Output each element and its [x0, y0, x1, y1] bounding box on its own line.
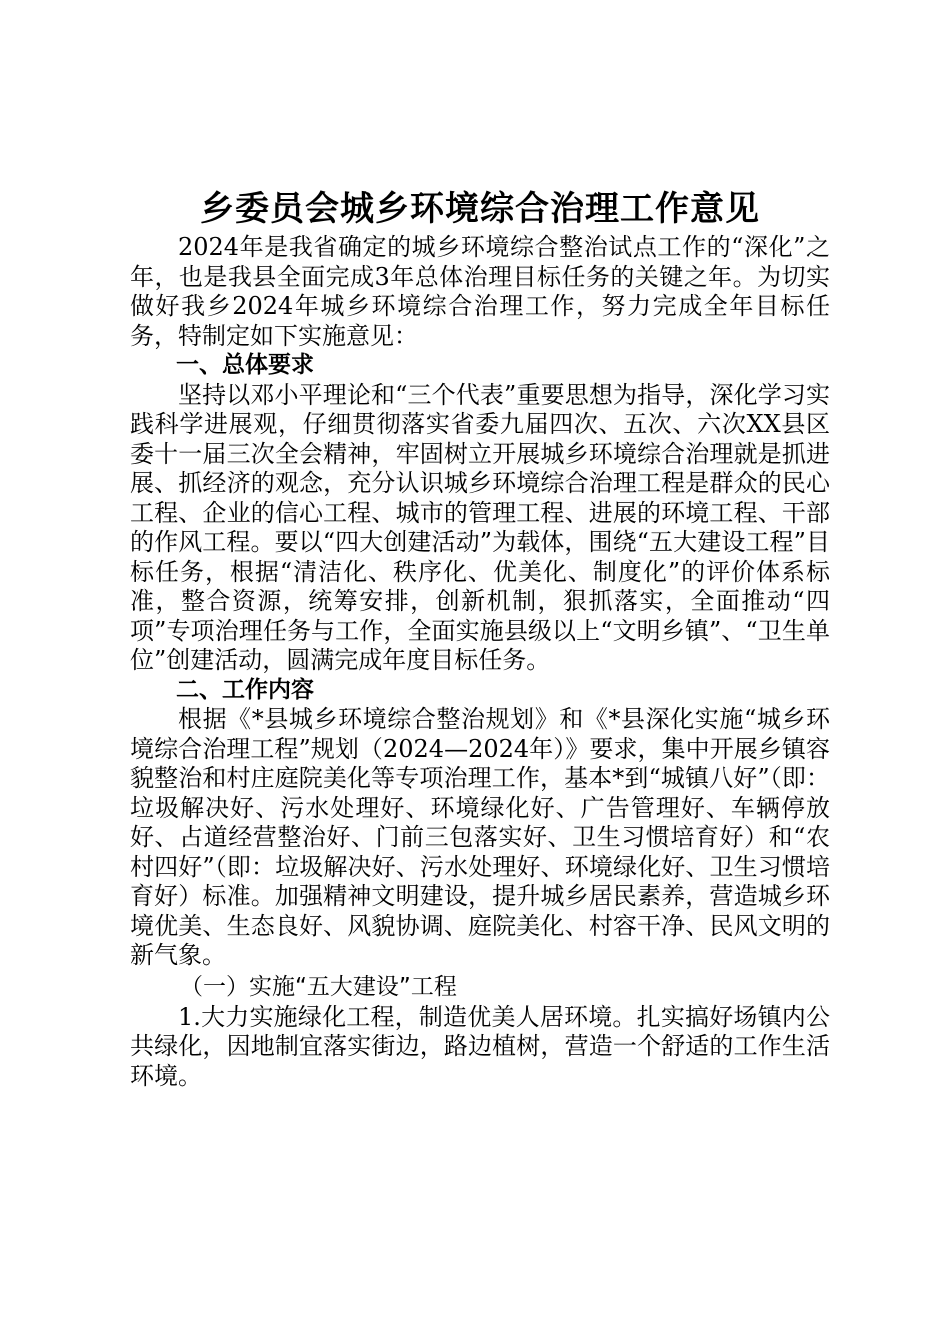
intro-paragraph: 2024年是我省确定的城乡环境综合整治试点工作的“深化”之年，也是我县全面完成3年总体治理目标任务的关键之年。为切实做好我乡2024年城乡环境综合治理工作，努力完成全年目标任务，特制定如下实施意见： — [130, 233, 830, 350]
general-requirements-paragraph: 坚持以邓小平理论和“三个代表”重要思想为指导，深化学习实践科学进展观，仔细贯彻落实省委九届四次、五次、六次XX县区委十一届三次全会精神，牢固树立开展城乡环境综合治理就是抓进展、抓经济的观念，充分认识城乡环境综合治理工程是群众的民心工程、企业的信心工程、城市的管理工程、进展的环境工程、干部的作风工程。要以“四大创建活动”为载体，围绕“五大建设工程”目标任务，根据“清洁化、秩序化、优美化、制度化”的评价体系标准，整合资源，统筹安排，创新机制，狠抓落实，全面推动“四项”专项治理任务与工作，全面实施县级以上“文明乡镇”、“卫生单位”创建活动，圆满完成年度目标任务。 — [130, 380, 830, 674]
document-title: 乡委员会城乡环境综合治理工作意见 — [200, 189, 760, 229]
section-heading-general-requirements: 一、总体要求 — [176, 352, 314, 378]
document-page — [130, 185, 830, 1091]
item-greening-paragraph: 1.大力实施绿化工程，制造优美人居环境。扎实搞好场镇内公共绿化，因地制宜落实街边，路边植树，营造一个舒适的工作生活环境。 — [130, 1002, 830, 1090]
section-heading-work-content: 二、工作内容 — [176, 676, 314, 703]
subsection-heading-five-constructions: （一）实施“五大建设”工程 — [180, 973, 457, 1000]
work-content-paragraph: 根据《*县城乡环境综合整治规划》和《*县深化实施“城乡环境综合治理工程”规划（2024—2024年）》要求，集中开展乡镇容貌整治和村庄庭院美化等专项治理工作，基本*到“城镇八好”（即：垃圾解决好、污水处理好、环境绿化好、广告管理好、车辆停放好、占道经营整治好、门前三包落实好、卫生习惯培育好）和“农村四好”（即：垃圾解决好、污水处理好、环境绿化好、卫生习惯培育好）标准。加强精神文明建设，提升城乡居民素养，营造城乡环境优美、生态良好、风貌协调、庭院美化、村容干净、民风文明的新气象。 — [130, 705, 830, 969]
